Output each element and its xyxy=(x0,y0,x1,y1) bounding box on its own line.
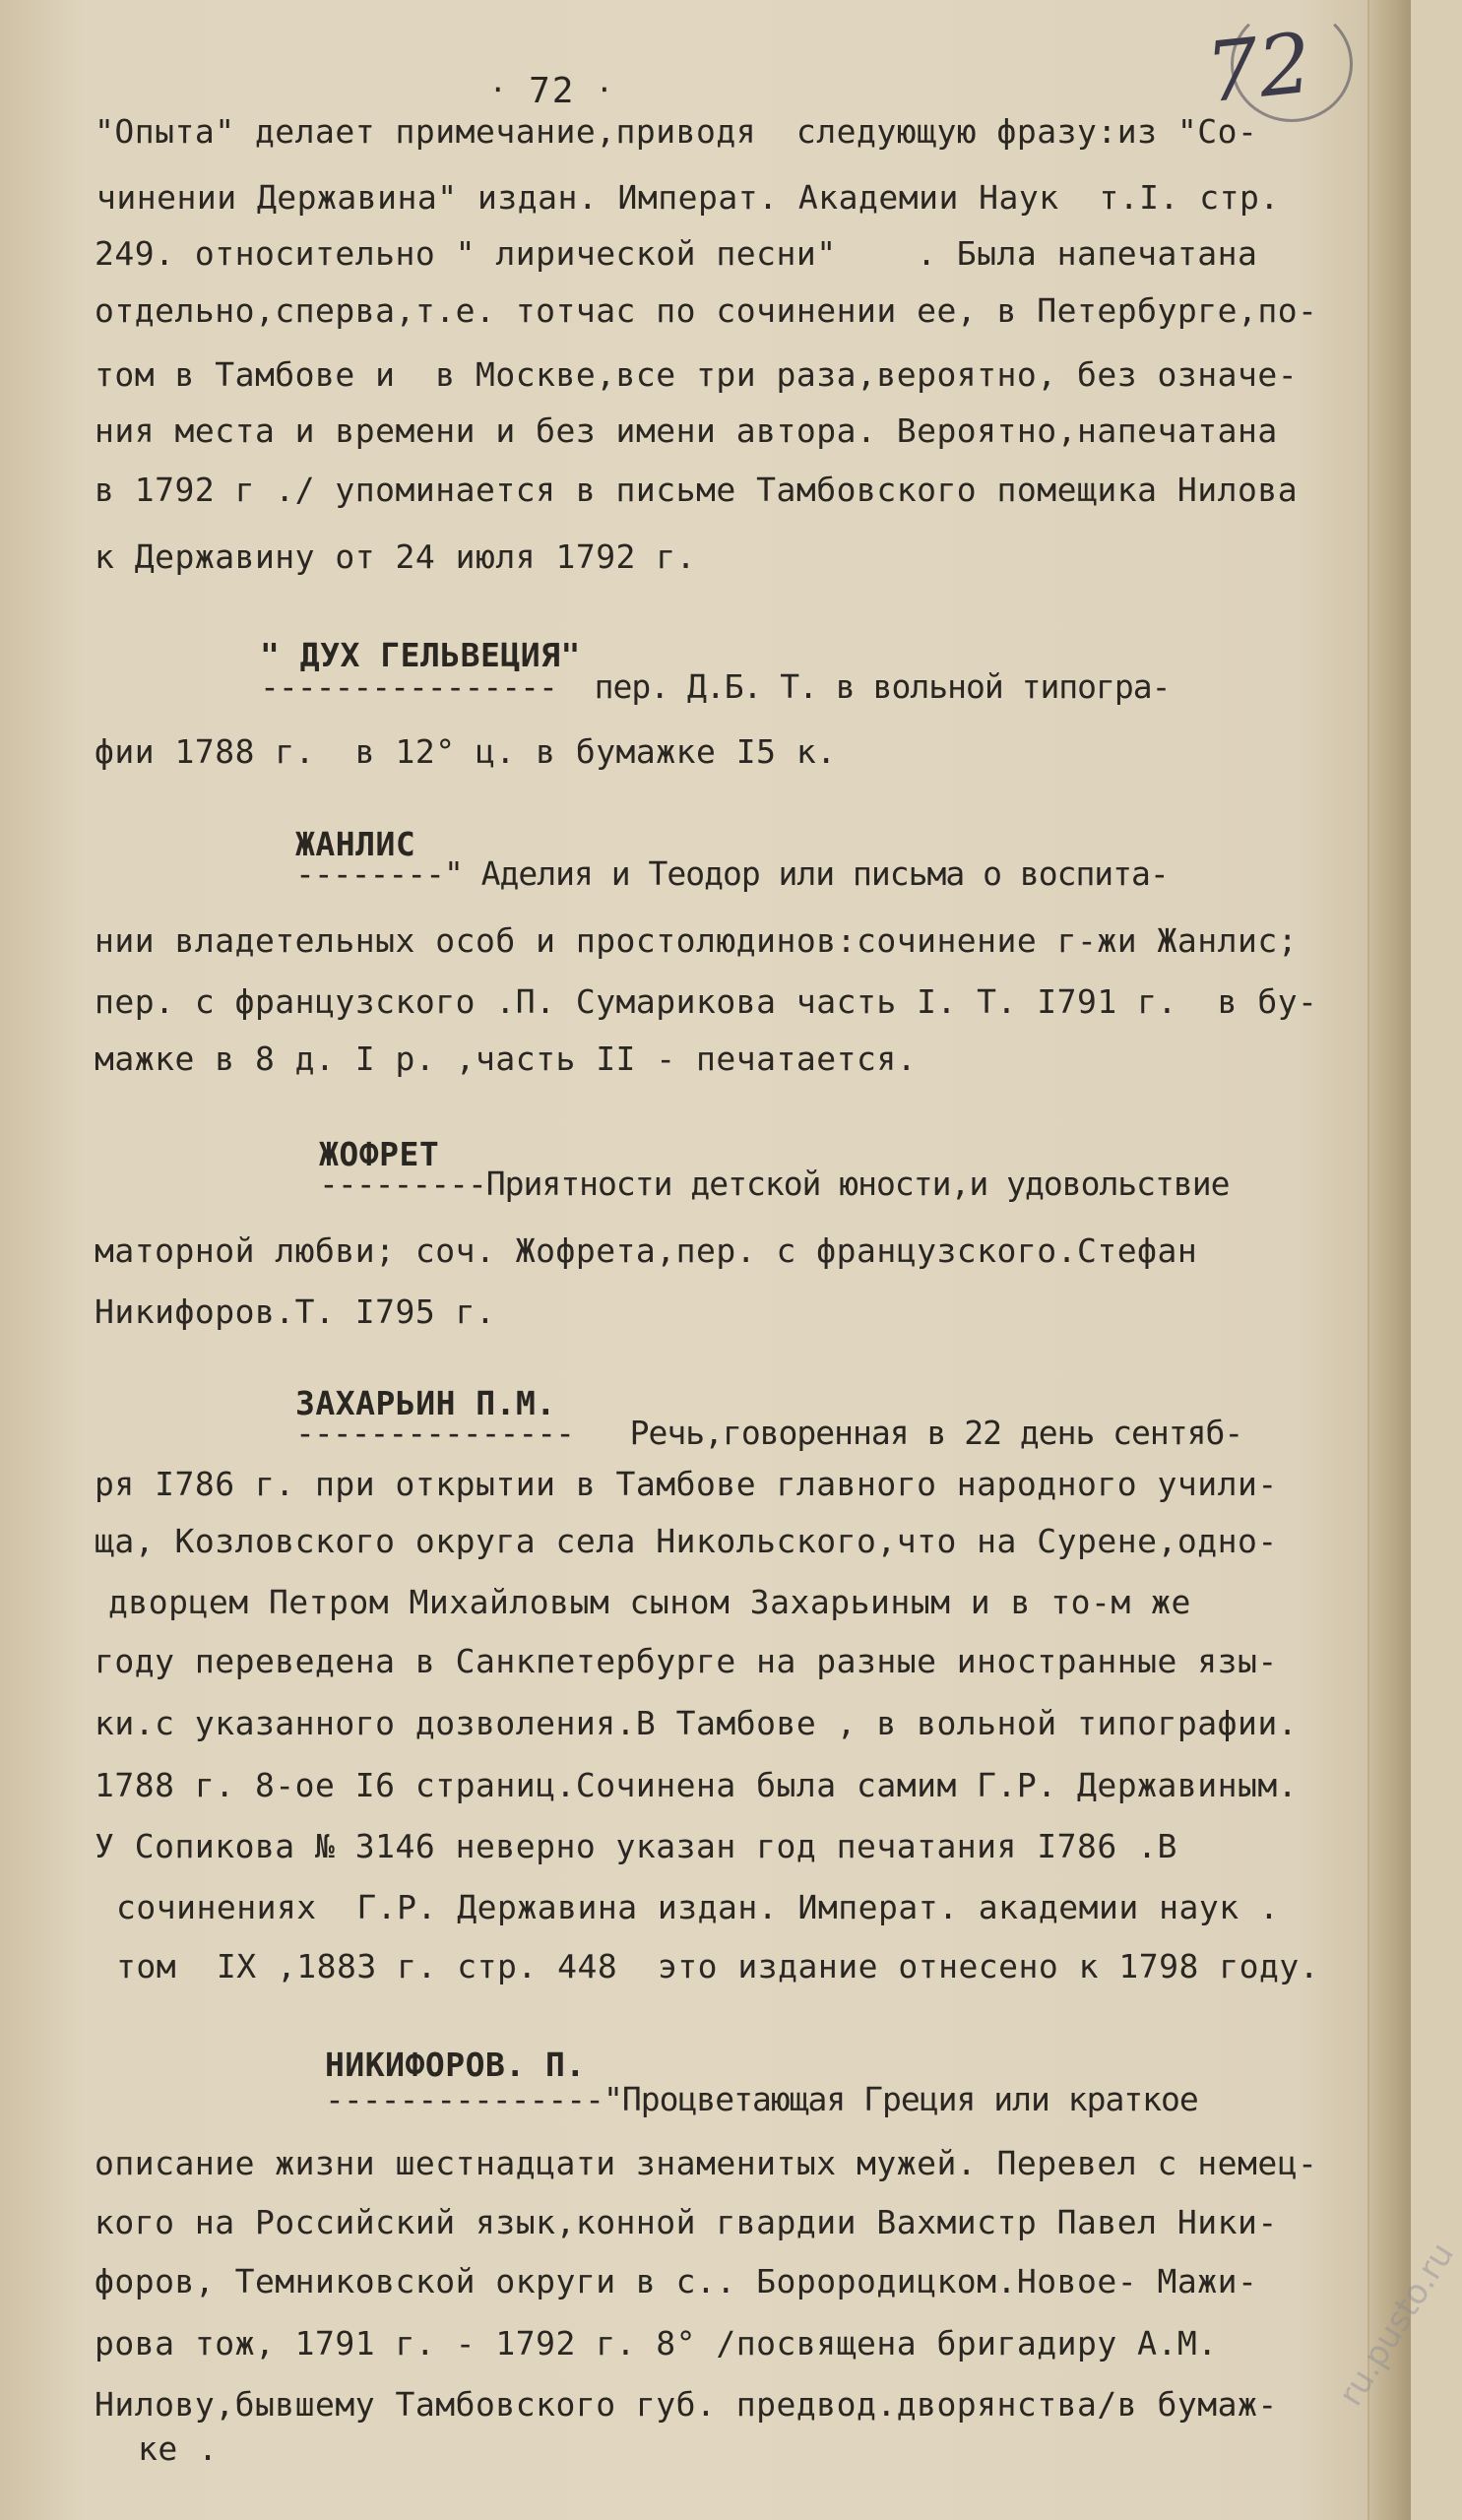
page-number: ‧ 72 ‧ xyxy=(492,71,612,111)
text-line: маторной любви; соч. Жофрета,пер. с французского.Стефан xyxy=(95,1231,1198,1270)
text-line: --------------- Речь,говоренная в 22 день сентяб- xyxy=(295,1414,1243,1452)
text-line: дворцем Петром Михайловым сыном Захарьиным и в то-м же xyxy=(108,1583,1191,1621)
text-line: ЖОФРЕТ xyxy=(319,1135,440,1173)
text-line: сочинениях Г.Р. Державина издан. Императ. академии наук . xyxy=(116,1888,1280,1926)
text-line: ---------------"Процветающая Греция или краткое xyxy=(325,2080,1198,2118)
text-line: фии 1788 г. в 12° ц. в бумажке I5 к. xyxy=(95,732,837,771)
text-line: пер. с французского .П. Сумарикова часть I. Т. I791 г. в бу- xyxy=(95,982,1318,1021)
text-line: отдельно,сперва,т.е. тотчас по сочинении ее, в Петербурге,по- xyxy=(95,291,1318,330)
text-line: том в Тамбове и в Москве,все три раза,вероятно, без означе- xyxy=(95,355,1299,394)
page-number-value: 72 xyxy=(529,71,576,111)
text-line: форов, Темниковской округи в с.. Борородицком.Новое- Мажи- xyxy=(95,2262,1258,2300)
text-line: описание жизни шестнадцати знаменитых мужей. Перевел с немец- xyxy=(95,2144,1318,2182)
text-line: ЖАНЛИС xyxy=(295,825,416,863)
text-line: --------" Аделия и Теодор или письма о воспита- xyxy=(295,854,1169,893)
archive-folio-number: 72 xyxy=(1201,14,1316,122)
text-line: ЗАХАРЬИН П.М. xyxy=(295,1384,556,1422)
text-line: НИКИФОРОВ. П. xyxy=(325,2046,586,2084)
text-line: У Сопикова № 3146 неверно указан год печатания I786 .В xyxy=(95,1827,1177,1865)
text-line: ---------------- пер. Д.Б. Т. в вольной типогра- xyxy=(260,667,1171,706)
text-line: ---------Приятности детской юности,и удовольствие xyxy=(319,1165,1230,1203)
text-line: ния места и времени и без имени автора. Вероятно,напечатана xyxy=(95,411,1278,450)
text-line: к Державину от 24 июля 1792 г. xyxy=(95,537,697,576)
text-line: "Опыта" делает примечание,приводя следующую фразу:из "Со- xyxy=(95,112,1258,151)
text-line: нии владетельных особ и простолюдинов:сочинение г-жи Жанлис; xyxy=(95,921,1299,960)
text-line: рова тож, 1791 г. - 1792 г. 8° /посвящена бригадиру А.М. xyxy=(95,2324,1218,2362)
text-line: году переведена в Санкпетербурге на разные иностранные язы- xyxy=(95,1642,1278,1680)
text-line: ща, Козловского округа села Никольского,что на Сурене,одно- xyxy=(95,1522,1278,1560)
text-line: Никифоров.Т. I795 г. xyxy=(95,1292,496,1331)
text-line: кого на Российский язык,конной гвардии Вахмистр Павел Ники- xyxy=(95,2203,1278,2241)
text-line: ря I786 г. при открытии в Тамбове главного народного учили- xyxy=(95,1465,1278,1503)
text-line: 1788 г. 8-ое I6 страниц.Сочинена была самим Г.Р. Державиным. xyxy=(95,1766,1299,1804)
text-line: в 1792 г ./ упоминается в письме Тамбовского помещика Нилова xyxy=(95,471,1299,509)
text-line: ки.с указанного дозволения.В Тамбове , в вольной типографии. xyxy=(95,1704,1299,1742)
text-line: чинении Державина" издан. Императ. Академии Наук т.I. стр. xyxy=(96,178,1280,217)
text-line: ке . xyxy=(138,2429,219,2468)
watermark: ru.pusto.ru xyxy=(1331,2236,1462,2414)
text-line: Нилову,бывшему Тамбовского губ. предвод.дворянства/в бумаж- xyxy=(95,2385,1278,2424)
text-line: мажке в 8 д. I р. ,часть II - печатается. xyxy=(95,1040,918,1078)
text-line: том IX ,1883 г. стр. 448 это издание отнесено к 1798 году. xyxy=(116,1947,1320,1985)
text-line: " ДУХ ГЕЛЬВЕЦИЯ" xyxy=(260,636,581,674)
binding-edge xyxy=(1367,0,1411,2520)
text-line: 249. относительно " лирической песни" . Была напечатана xyxy=(95,234,1258,273)
